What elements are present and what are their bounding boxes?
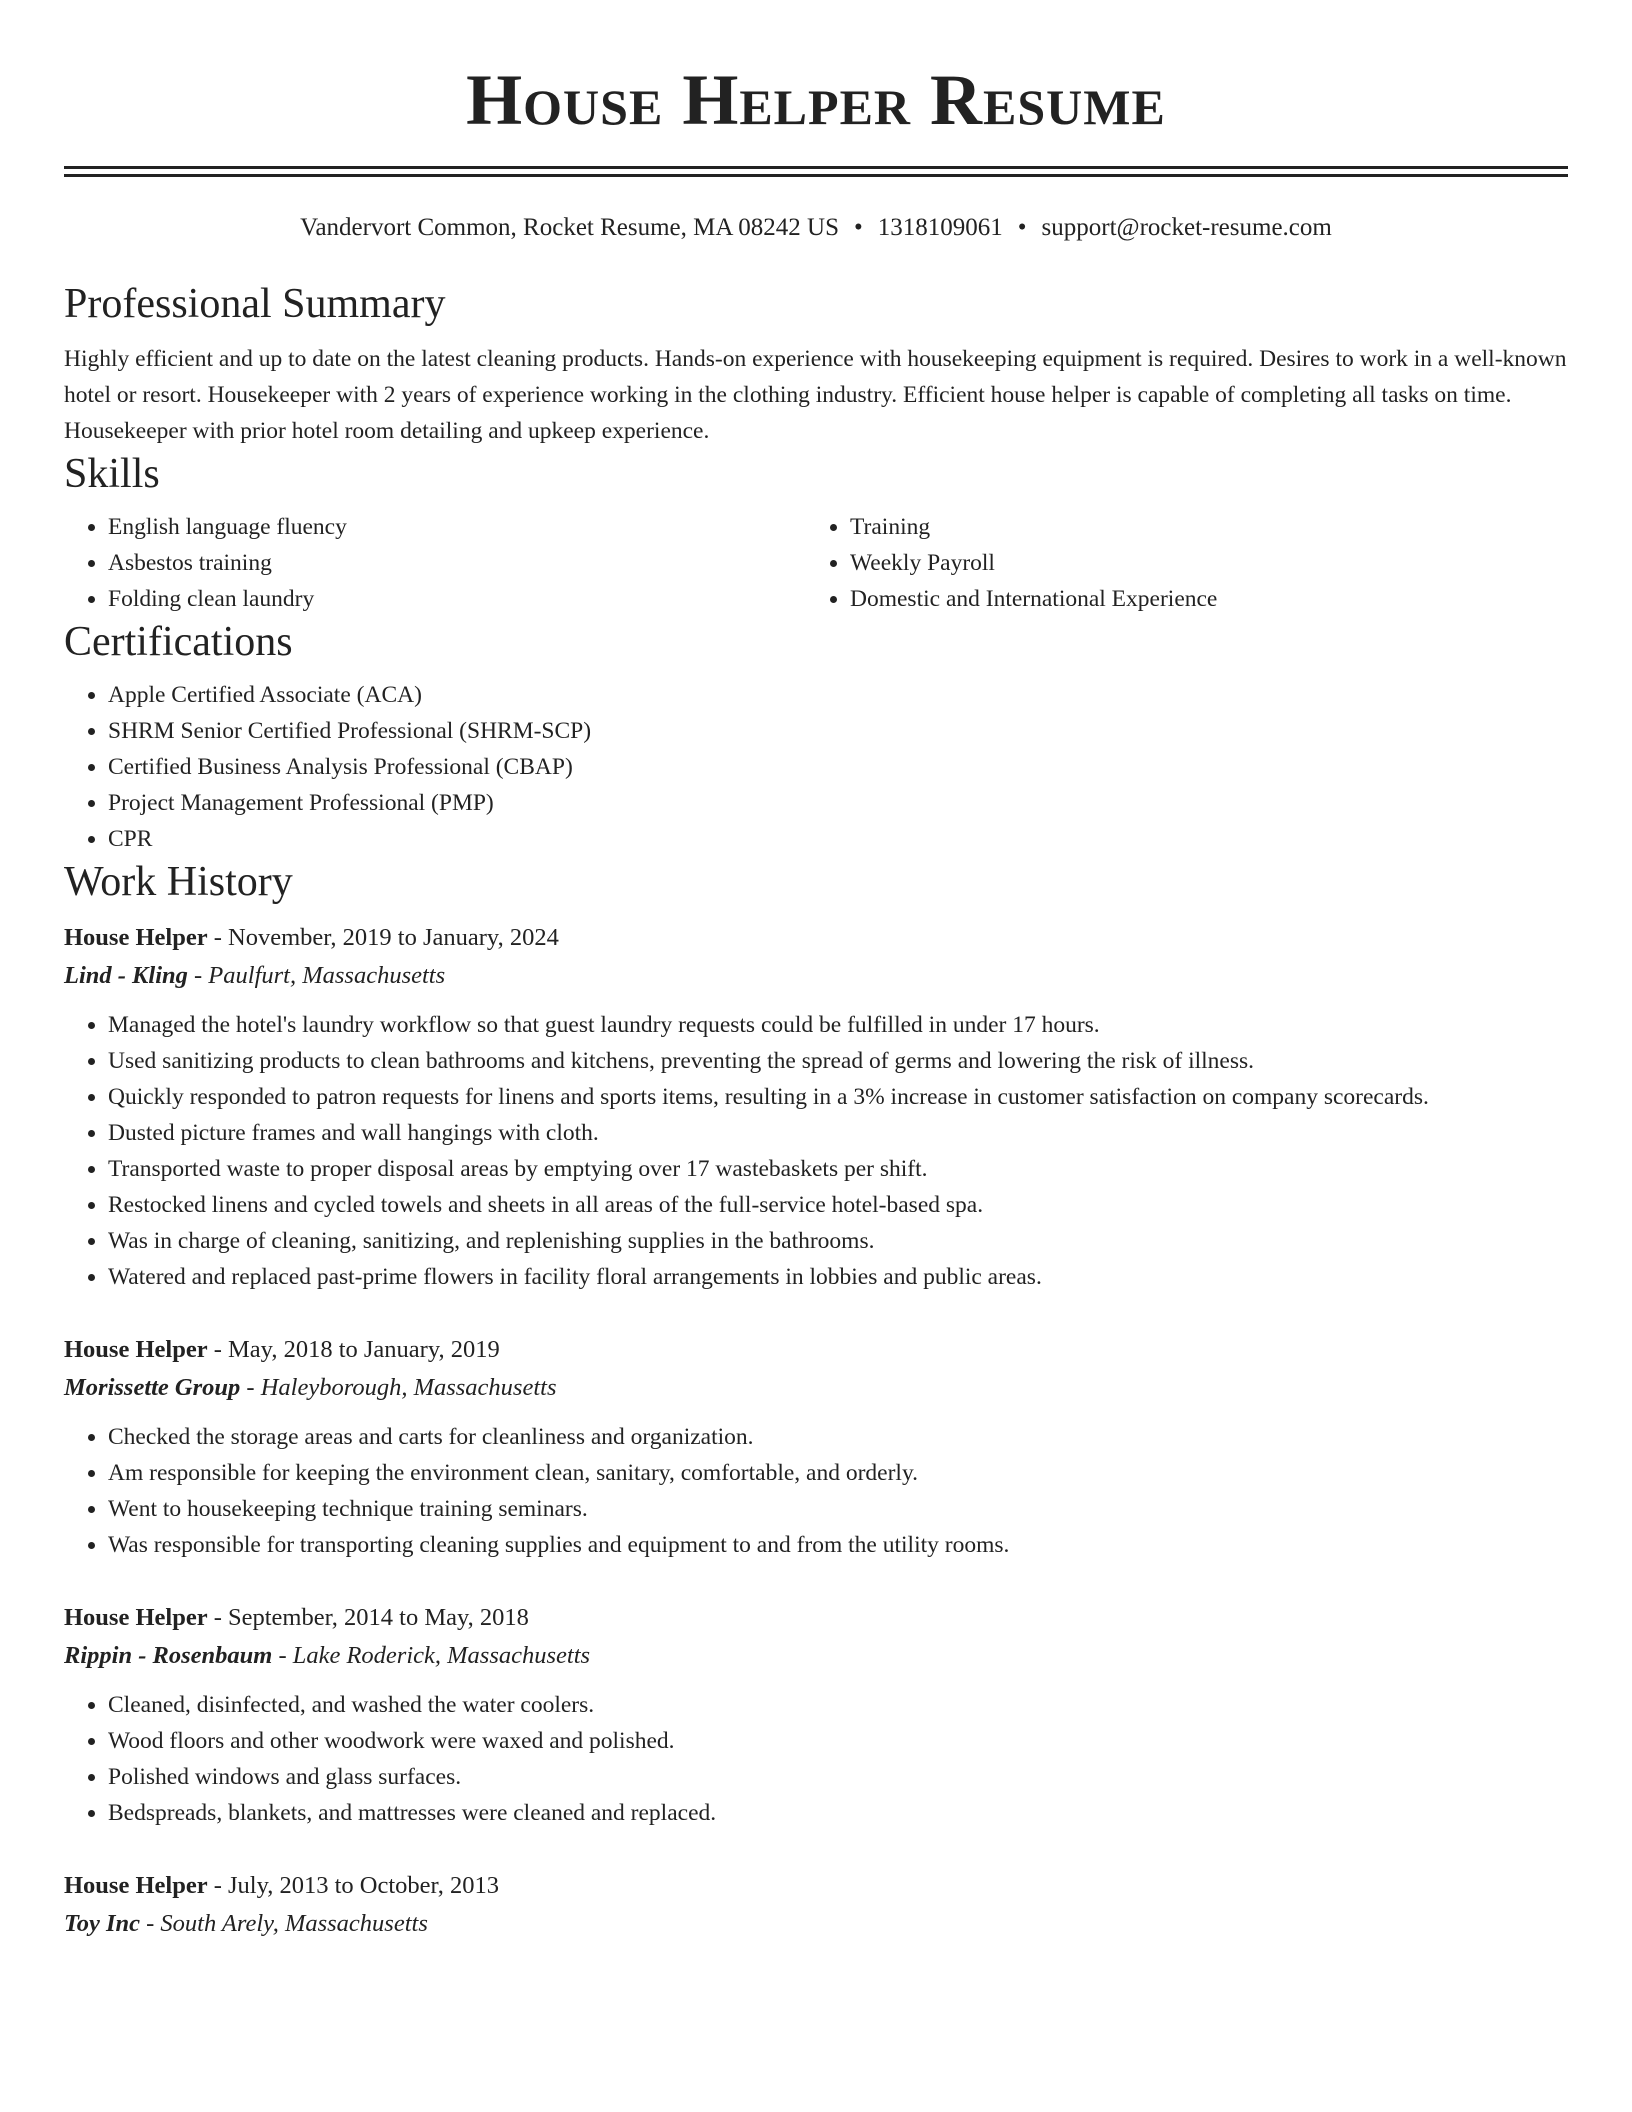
contact-email[interactable]: support@rocket-resume.com xyxy=(1041,214,1332,241)
job-bullet: • Was in charge of cleaning, sanitizing, and replenishing supplies in the bathrooms. xyxy=(108,1223,1568,1259)
contact-separator: • xyxy=(854,214,863,241)
job-bullet: • Am responsible for keeping the environment clean, sanitary, comfortable, and orderly. xyxy=(108,1455,1568,1491)
certification-item: • SHRM Senior Certified Professional (SHRM-SCP) xyxy=(108,713,1568,749)
job-location: - Paulfurt, Massachusetts xyxy=(187,962,446,989)
job-bullet: • Dusted picture frames and wall hangings with cloth. xyxy=(108,1115,1568,1151)
job-bullet: • Wood floors and other woodwork were waxed and polished. xyxy=(108,1723,1568,1759)
skill-item: • Training xyxy=(850,509,1548,545)
job-dates: - May, 2018 to January, 2019 xyxy=(207,1336,500,1363)
skills-heading: Skills xyxy=(64,451,160,497)
job-dates: - September, 2014 to May, 2018 xyxy=(207,1604,529,1631)
skills-list-right xyxy=(806,509,1548,617)
work-history-heading: Work History xyxy=(64,859,293,905)
job-bullet: • Used sanitizing products to clean bathrooms and kitchens, preventing the spread of germs and lowering the risk of illness. xyxy=(108,1043,1568,1079)
skill-item: • English language fluency xyxy=(108,509,806,545)
job-company: Morissette Group xyxy=(64,1374,241,1401)
job-entry xyxy=(64,1331,1568,1563)
job-company: Lind - Kling xyxy=(64,962,188,989)
skills-columns xyxy=(64,499,1568,617)
job-title: House Helper xyxy=(64,1604,208,1631)
job-bullet: • Polished windows and glass surfaces. xyxy=(108,1759,1568,1795)
job-bullet: • Managed the hotel's laundry workflow so that guest laundry requests could be fulfilled in under 17 hours. xyxy=(108,1007,1568,1043)
skill-item: • Weekly Payroll xyxy=(850,545,1548,581)
title-rule-top xyxy=(64,166,1568,169)
job-company-line xyxy=(64,1637,1568,1675)
job-title-line xyxy=(64,1867,1568,1905)
certification-item: • Certified Business Analysis Professional (CBAP) xyxy=(108,749,1568,785)
skills-list-left xyxy=(64,509,806,617)
job-company: Toy Inc xyxy=(64,1910,141,1937)
resume-title: House Helper Resume xyxy=(466,60,1166,140)
job-company-line xyxy=(64,1369,1568,1407)
certification-item: • CPR xyxy=(108,821,1568,857)
contact-phone[interactable]: 1318109061 xyxy=(877,214,1003,241)
job-bullet: • Watered and replaced past-prime flowers in facility floral arrangements in lobbies and public areas. xyxy=(108,1259,1568,1295)
job-company-line xyxy=(64,957,1568,995)
summary-heading: Professional Summary xyxy=(64,281,446,327)
job-dates: - November, 2019 to January, 2024 xyxy=(207,924,559,951)
contact-line xyxy=(64,211,1568,245)
job-entry xyxy=(64,1867,1568,1943)
certification-item: • Project Management Professional (PMP) xyxy=(108,785,1568,821)
skill-item: • Asbestos training xyxy=(108,545,806,581)
job-title: House Helper xyxy=(64,1872,208,1899)
job-company: Rippin - Rosenbaum xyxy=(64,1642,273,1669)
job-entry xyxy=(64,1599,1568,1831)
job-bullet: • Went to housekeeping technique training seminars. xyxy=(108,1491,1568,1527)
skill-item: • Domestic and International Experience xyxy=(850,581,1548,617)
job-bullet: • Transported waste to proper disposal areas by emptying over 17 wastebaskets per shift. xyxy=(108,1151,1568,1187)
certifications-heading: Certifications xyxy=(64,619,293,665)
job-location: - South Arely, Massachusetts xyxy=(140,1910,428,1937)
job-dates: - July, 2013 to October, 2013 xyxy=(207,1872,499,1899)
job-bullet: • Restocked linens and cycled towels and sheets in all areas of the full-service hotel-based spa. xyxy=(108,1187,1568,1223)
skill-item: • Folding clean laundry xyxy=(108,581,806,617)
certification-item: • Apple Certified Associate (ACA) xyxy=(108,677,1568,713)
title-rule-bottom xyxy=(64,174,1568,177)
job-title: House Helper xyxy=(64,1336,208,1363)
contact-separator: • xyxy=(1017,214,1027,241)
certifications-list xyxy=(64,677,1568,857)
job-title-line xyxy=(64,1599,1568,1637)
job-bullets xyxy=(64,1007,1568,1295)
job-bullet: • Bedspreads, blankets, and mattresses were cleaned and replaced. xyxy=(108,1795,1568,1831)
job-bullet: • Quickly responded to patron requests for linens and sports items, resulting in a 3% increase in customer satisfaction on company scorecards. xyxy=(108,1079,1568,1115)
job-location: - Lake Roderick, Massachusetts xyxy=(272,1642,591,1669)
job-bullet: • Was responsible for transporting cleaning supplies and equipment to and from the utility rooms. xyxy=(108,1527,1568,1563)
job-title-line xyxy=(64,919,1568,957)
job-entry xyxy=(64,919,1568,1295)
job-title: House Helper xyxy=(64,924,208,951)
job-bullets xyxy=(64,1687,1568,1831)
job-bullet: • Checked the storage areas and carts for cleanliness and organization. xyxy=(108,1419,1568,1455)
job-title-line xyxy=(64,1331,1568,1369)
job-location: - Haleyborough, Massachusetts xyxy=(240,1374,557,1401)
job-bullets xyxy=(64,1419,1568,1563)
summary-text: Highly efficient and up to date on the latest cleaning products. Hands-on experience with housekeeping equipment is required. Desires to work in a well-known hotel or resort. Housekeeper with 2 years of experience working in the clothing industry. Efficient house helper is capable of completing all tasks on time. Housekeeper with prior hotel room detailing and upkeep experience. xyxy=(64,346,1567,444)
job-bullet: • Cleaned, disinfected, and washed the water coolers. xyxy=(108,1687,1568,1723)
job-company-line xyxy=(64,1905,1568,1943)
contact-address: Vandervort Common, Rocket Resume, MA 08242 US xyxy=(300,214,840,241)
